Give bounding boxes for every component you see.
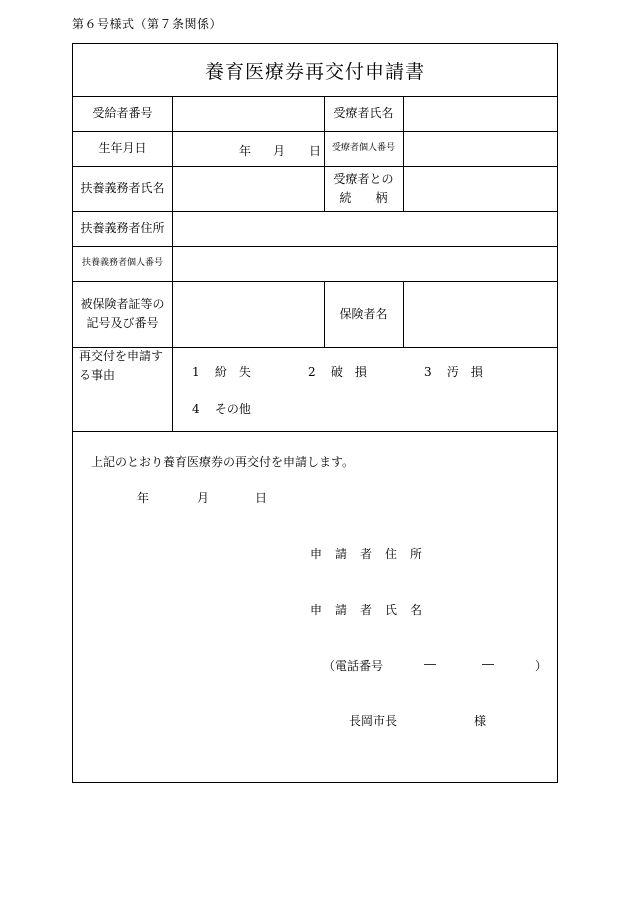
- reason-label-line1: 再交付を申請す: [79, 349, 164, 363]
- guardian-id-number-field[interactable]: [173, 247, 557, 281]
- form-number: 第６号様式（第７条関係）: [72, 17, 223, 31]
- birth-month-unit: 月: [273, 144, 286, 158]
- application-form: [72, 43, 558, 783]
- form-title: 養育医療券再交付申請書: [204, 60, 425, 83]
- relationship-field[interactable]: [404, 167, 557, 211]
- application-year-unit: 年: [137, 491, 150, 505]
- phone-number-field[interactable]: [393, 653, 535, 675]
- reason-number: 2: [308, 365, 316, 379]
- patient-name-field[interactable]: [404, 97, 557, 131]
- addressee: 長岡市長: [349, 714, 398, 728]
- reason-option-damaged[interactable]: [308, 363, 367, 380]
- row-divider: [73, 431, 557, 432]
- guardian-id-number-label: 扶養義務者個人番号: [81, 258, 163, 268]
- guardian-address-field[interactable]: [173, 212, 557, 246]
- reason-number: 3: [424, 365, 432, 379]
- declaration-statement: 上記のとおり養育医療券の再交付を申請します。: [91, 455, 355, 469]
- phone-close: ）: [535, 659, 548, 673]
- reason-label-line2: る事由: [79, 368, 116, 382]
- applicant-name-field[interactable]: [423, 597, 547, 619]
- relationship-label-line1: 受療者との: [333, 171, 394, 186]
- guardian-name-field[interactable]: [173, 167, 324, 211]
- patient-id-number-label: 受療者個人番号: [331, 143, 395, 153]
- insurer-name-label: 保険者名: [339, 306, 388, 321]
- insurer-name-field[interactable]: [404, 282, 557, 347]
- reason-label: [73, 347, 172, 431]
- phone-separator: ―: [482, 657, 494, 671]
- reason-text: 汚 損: [446, 365, 483, 379]
- reason-text: その他: [214, 402, 251, 416]
- birth-day-unit: 日: [309, 144, 322, 158]
- relationship-label-line2: 続 柄: [339, 190, 388, 205]
- reason-text: 紛 失: [214, 365, 251, 379]
- applicant-address-field[interactable]: [423, 541, 547, 563]
- honorific: 様: [474, 714, 487, 728]
- recipient-number-field[interactable]: [173, 97, 324, 131]
- applicant-address-label: 申請者住所: [310, 547, 436, 561]
- reason-text: 破 損: [330, 365, 367, 379]
- reason-number: 1: [192, 365, 200, 379]
- guardian-address-label: 扶養義務者住所: [80, 221, 165, 235]
- insurance-card-label-line2: 記号及び番号: [86, 316, 159, 330]
- reason-option-soiled[interactable]: [424, 363, 483, 380]
- guardian-name-label: 扶養義務者氏名: [80, 181, 165, 195]
- phone-separator: ―: [424, 657, 436, 671]
- recipient-number-label: 受給者番号: [92, 106, 153, 120]
- birth-year-unit: 年: [239, 144, 252, 158]
- reason-option-lost[interactable]: [192, 363, 251, 380]
- applicant-name-label: 申請者氏名: [310, 603, 436, 617]
- application-day-unit: 日: [255, 491, 268, 505]
- reason-number: 4: [192, 402, 200, 416]
- application-month-unit: 月: [197, 491, 210, 505]
- birth-date-label: 生年月日: [98, 141, 147, 155]
- insurance-card-label-line1: 被保険者証等の: [80, 297, 165, 311]
- phone-label: （電話番号: [323, 659, 384, 673]
- relationship-label: [324, 166, 403, 211]
- reason-option-other[interactable]: [192, 400, 251, 417]
- patient-name-label: 受療者氏名: [333, 106, 394, 120]
- insurance-card-label: [73, 281, 172, 347]
- insurance-card-field[interactable]: [173, 282, 324, 347]
- patient-id-number-field[interactable]: [404, 132, 557, 166]
